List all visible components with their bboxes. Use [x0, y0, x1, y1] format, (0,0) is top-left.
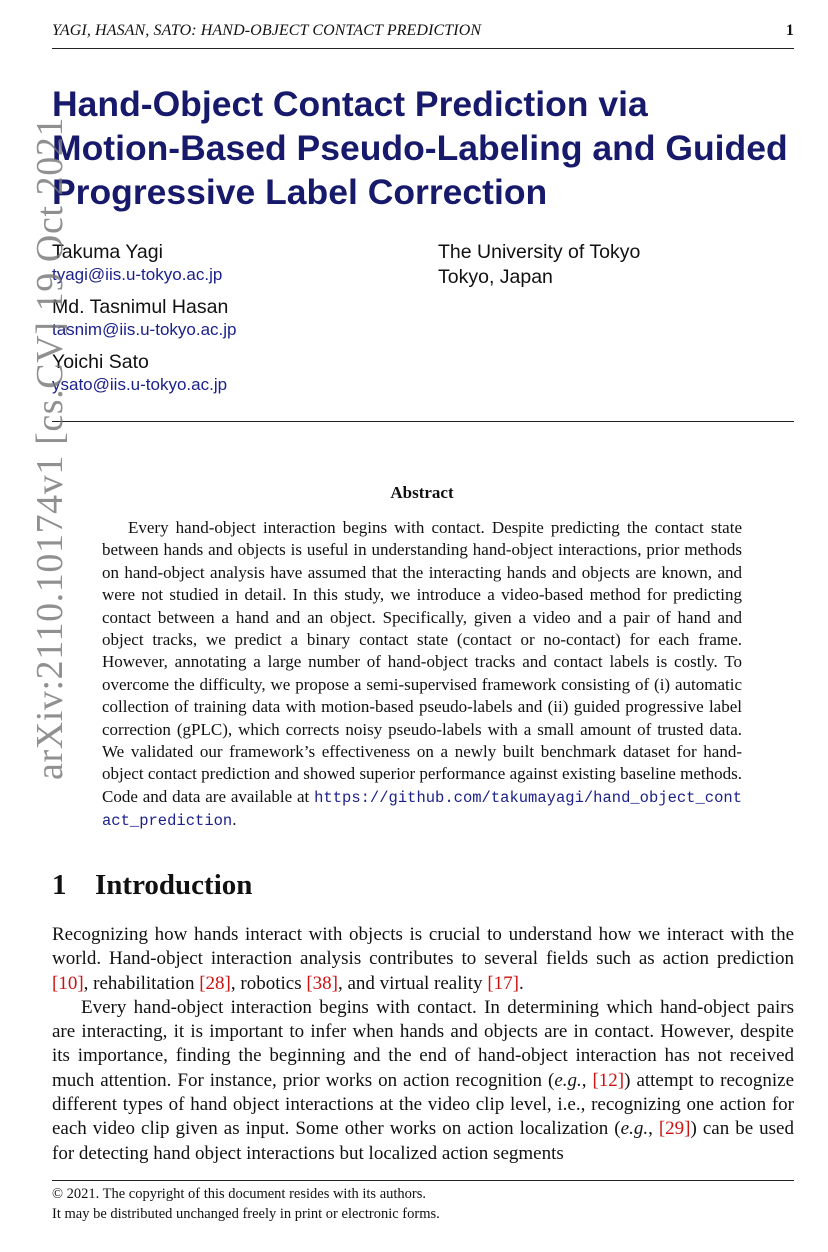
paragraph-text: ) can be used for detecting hand object interactions but localized action segments	[52, 1118, 794, 1164]
emphasis: e.g.	[620, 1118, 649, 1140]
copyright-line: © 2021. The copyright of this document resides with its authors.	[52, 1186, 427, 1202]
emphasis: e.g.	[554, 1069, 582, 1091]
footer-rule	[52, 1180, 794, 1181]
author-block	[52, 240, 412, 287]
paragraph-text: .	[518, 972, 524, 994]
citation-link[interactable]: [10]	[52, 972, 84, 994]
author-email-link[interactable]: tasnim@iis.u-tokyo.ac.jp	[52, 320, 237, 339]
abstract-heading: Abstract	[390, 483, 454, 502]
affiliation	[438, 240, 640, 290]
author-list	[52, 240, 412, 405]
citation-link[interactable]: [28]	[199, 972, 231, 994]
paragraph-text: ) attempt to recognize different types of hand object interactions at the video clip level, i.e., recognizing one action for each video clip given as input. Some other works on action localization (	[52, 1069, 795, 1140]
section-heading	[52, 866, 252, 904]
title-line: Progressive Label Correction	[52, 172, 548, 212]
paragraph	[52, 996, 794, 1166]
paragraph-text: Every hand-object interaction begins with contact. In determining which hand-object pairs are interacting, it is important to infer when hands and objects are in contact. However, despite its importance, finding the beginning and the end of hand-object interaction has not received much attention. For instance, prior works on action recognition (	[52, 996, 794, 1091]
title-block-rule	[52, 421, 794, 422]
citation-link[interactable]: [38]	[306, 972, 338, 994]
section-number: 1	[52, 869, 67, 901]
author-block	[52, 295, 412, 342]
arxiv-identifier-stamp: arXiv:2110.10174v1 [cs.CV] 19 Oct 2021	[29, 116, 71, 780]
affiliation-line: Tokyo, Japan	[438, 266, 553, 288]
author-email-link[interactable]: tyagi@iis.u-tokyo.ac.jp	[52, 265, 223, 284]
copyright-footer	[52, 1184, 794, 1224]
paragraph-text: ,	[648, 1118, 659, 1140]
paragraph-text: , and virtual reality	[338, 972, 488, 994]
author-name: Yoichi Sato	[52, 351, 149, 373]
abstract-end: .	[232, 810, 237, 830]
section-title: Introduction	[95, 869, 253, 901]
paragraph	[52, 923, 794, 996]
citation-link[interactable]: [29]	[658, 1118, 691, 1140]
code-repository-link[interactable]: https://github.com/takumayagi/hand_object_contact_prediction	[102, 788, 742, 831]
paragraph-text: Recognizing how hands interact with objects is crucial to understand how we interact with the world. Hand-object interaction analysis contributes to several fields such as action prediction	[52, 924, 794, 970]
distribution-line: It may be distributed unchanged freely in print or electronic forms.	[52, 1206, 440, 1222]
running-head	[52, 22, 794, 46]
introduction-body	[52, 923, 794, 1166]
paragraph-text: , robotics	[230, 972, 307, 994]
author-name: Md. Tasnimul Hasan	[52, 296, 229, 318]
author-email-link[interactable]: ysato@iis.u-tokyo.ac.jp	[52, 375, 228, 394]
paragraph-text: , rehabilitation	[83, 972, 200, 994]
page-number: 1	[785, 22, 794, 39]
title-line: Motion-Based Pseudo-Labeling and Guided	[52, 128, 788, 168]
citation-link[interactable]: [17]	[487, 972, 519, 994]
title-line: Hand-Object Contact Prediction via	[52, 84, 648, 124]
abstract-body	[102, 517, 742, 833]
paper-title	[52, 82, 812, 214]
citation-link[interactable]: [12]	[592, 1069, 625, 1091]
paragraph-text: ,	[581, 1069, 593, 1091]
author-name: Takuma Yagi	[52, 241, 163, 263]
running-head-title: YAGI, HASAN, SATO: HAND-OBJECT CONTACT PREDICTION	[52, 22, 482, 39]
affiliation-line: The University of Tokyo	[438, 241, 641, 263]
header-rule	[52, 48, 794, 49]
abstract-text: Every hand-object interaction begins with contact. Despite predicting the contact state between hands and objects is useful in understanding hand-object interactions, prior methods on hand-object analysis have assumed that the interacting hands and objects are known, and were not studied in detail. In this study, we introduce a video-based method for predicting contact between a hand and an object. Specifically, given a video and a pair of hand and object tracks, we predict a binary contact state (contact or no-contact) for each frame. However, annotating a large number of hand-object tracks and contact labels is costly. To overcome the difficulty, we propose a semi-supervised framework consisting of (i) automatic collection of training data with motion-based pseudo-labels and (ii) guided progressive label correction (gPLC), which corrects noisy pseudo-labels with a small amount of trusted data. We validated our framework’s effectiveness on a newly built benchmark dataset for hand-object contact prediction and showed superior performance against existing baseline methods. Code and data are available at	[102, 518, 742, 806]
author-block	[52, 350, 412, 397]
